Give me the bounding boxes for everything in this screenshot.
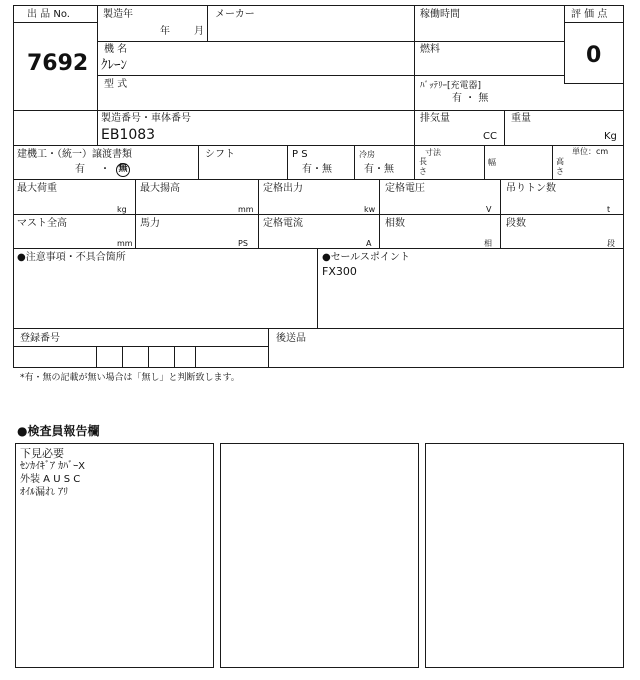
rated-current-unit: A	[366, 239, 372, 248]
lift-tonnage-label: 吊りトン数	[506, 183, 556, 194]
weight-unit: Kg	[604, 131, 617, 142]
inspector-box-1	[15, 443, 214, 668]
fuel-label: 燃料	[420, 44, 440, 55]
phase-label: 相数	[385, 218, 405, 229]
rated-current-label: 定格電流	[263, 218, 303, 229]
max-lift-label: 最大揚高	[140, 183, 180, 194]
inspector-title: ●検査員報告欄	[17, 424, 100, 438]
rated-voltage-unit: V	[486, 205, 492, 214]
mast-height-label: マスト全高	[17, 218, 67, 229]
hours-label: 稼働時間	[420, 9, 460, 20]
transfer-doc-no-circled: 無	[116, 163, 130, 177]
month-unit: 月	[194, 26, 204, 37]
max-load-label: 最大荷重	[17, 183, 57, 194]
dimensions-width: 幅	[488, 158, 496, 167]
dimensions-unit: 単位：cm	[572, 147, 609, 156]
aircon-options: 有・無	[364, 164, 394, 175]
stages-label: 段数	[506, 218, 526, 229]
dimensions-height: 高 さ	[556, 157, 564, 176]
inspector-line: 下見必要	[20, 447, 64, 460]
inspector-line: ｵｲﾙ漏れ ｱﾘ	[20, 487, 69, 498]
transfer-doc-yes: 有	[75, 164, 85, 175]
stages-unit: 段	[607, 239, 615, 248]
displacement-label: 排気量	[420, 113, 450, 124]
rated-output-unit: kw	[364, 205, 376, 214]
lot-number: 7692	[27, 51, 89, 76]
model-name-label: 機 名	[104, 44, 128, 55]
attachments-label: 後送品	[276, 333, 306, 344]
dimensions-length: 長 さ	[419, 157, 427, 176]
mast-height-unit: mm	[117, 239, 133, 248]
max-load-unit: kg	[117, 205, 127, 214]
horsepower-unit: PS	[238, 239, 248, 248]
registration-label: 登録番号	[20, 333, 60, 344]
transfer-doc-dot: ・	[100, 164, 110, 175]
maker-label: メーカー	[215, 9, 255, 20]
year-unit: 年	[160, 26, 170, 37]
ps-options: 有・無	[302, 164, 332, 175]
phase-unit: 相	[484, 239, 492, 248]
max-lift-unit: mm	[238, 205, 254, 214]
aircon-label: 冷房	[359, 150, 375, 159]
ps-label: P S	[292, 149, 308, 160]
serial-value: EB1083	[101, 127, 156, 143]
displacement-unit: CC	[483, 131, 497, 142]
rating-value: 0	[586, 43, 602, 68]
shift-label: シフト	[205, 149, 235, 160]
serial-label: 製造番号・車体番号	[101, 113, 191, 124]
inspector-line: 外装 A U S C	[20, 474, 81, 485]
transfer-doc-label: 建機工・（統一）譲渡書類	[17, 149, 132, 160]
inspector-line: ｾﾝｶｲｷﾞｱ ｶﾊﾞｰX	[20, 461, 86, 472]
battery-options: 有 ・ 無	[452, 93, 489, 104]
sales-point-value: FX300	[322, 265, 357, 278]
lot-label: 出 品 No.	[27, 9, 70, 20]
sales-point-label: ●セールスポイント	[322, 252, 410, 263]
year-label: 製造年	[103, 9, 133, 20]
horsepower-label: 馬力	[140, 218, 160, 229]
footnote: *有・無の記載が無い場合は「無し」と判断致します。	[20, 373, 240, 383]
rated-voltage-label: 定格電圧	[385, 183, 425, 194]
dimensions-label: 寸法	[425, 148, 441, 157]
inspector-box-2	[220, 443, 419, 668]
lift-tonnage-unit: t	[607, 205, 611, 214]
notes-label: ●注意事項・不具合箇所	[17, 252, 126, 263]
model-name-value: ｸﾚｰﾝ	[101, 58, 127, 73]
weight-label: 重量	[511, 113, 531, 124]
inspector-box-3	[425, 443, 624, 668]
rated-output-label: 定格出力	[263, 183, 303, 194]
battery-label: ﾊﾞｯﾃﾘｰ[充電器]	[420, 81, 482, 91]
rating-label: 評 価 点	[571, 9, 608, 20]
model-type-label: 型 式	[104, 79, 128, 90]
